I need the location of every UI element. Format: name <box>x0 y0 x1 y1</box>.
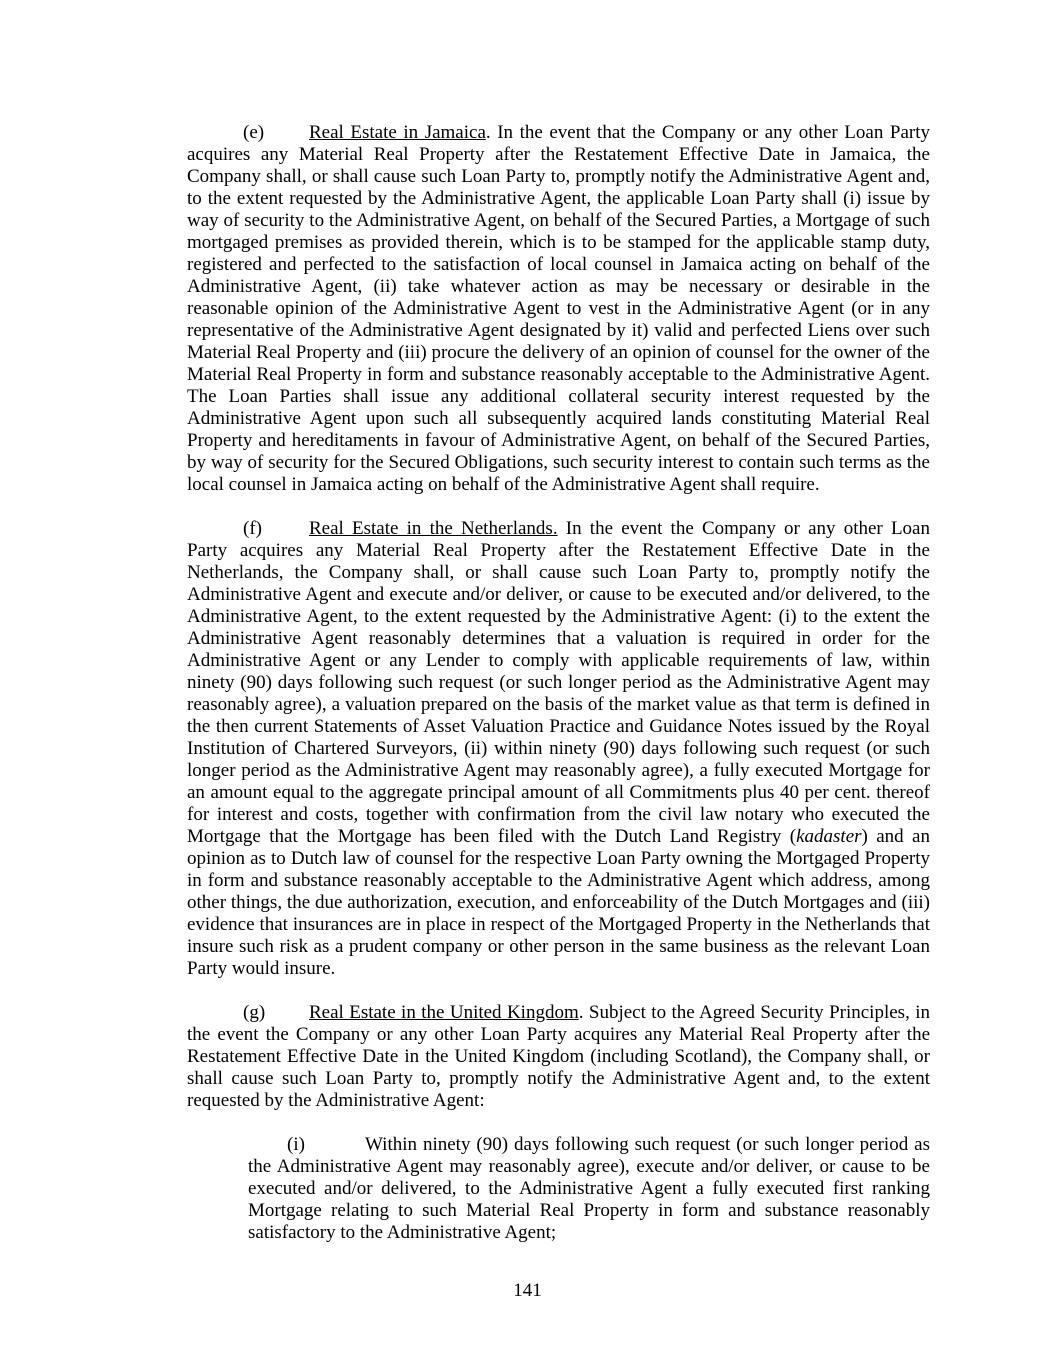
page-number: 141 <box>513 1280 542 1301</box>
paragraph-f-body-part1: In the event the Company or any other Loan Party acquires any Material Real Property after the Restatement Effective Date in the Netherlands, the Company shall, or shall cause such Loan Party to, promptly notify the Administrative Agent and execute and/or deliver, or cause to be executed and/or delivered, to the Administrative Agent, to the extent requested by the Administrative Agent: (i) to the extent the Administrative Agent reasonably determines that a valuation is required in order for the Administrative Agent or any Lender to comply with applicable requirements of law, within ninety (90) days following such request (or such longer period as the Administrative Agent may reasonably agree), a valuation prepared on the basis of the market value as that term is defined in the then current Statements of Asset Valuation Practice and Guidance Notes issued by the Royal Institution of Chartered Surveyors, (ii) within ninety (90) days following such request (or such longer period as the Administrative Agent may reasonably agree), a fully executed Mortgage for an amount equal to the aggregate principal amount of all Commitments plus 40 per cent. thereof for interest and costs, together with confirmation from the civil law notary who executed the Mortgage that the Mortgage has been filed with the Dutch Land Registry ( <box>187 518 930 847</box>
subparagraph-i-body: Within ninety (90) days following such request (or such longer period as the Administrative Agent may reasonably agree), execute and/or deliver, or cause to be executed and/or delivered, to the Administrative Agent a fully executed first ranking Mortgage relating to such Material Real Property in form and substance reasonably satisfactory to the Administrative Agent; <box>248 1134 930 1243</box>
paragraph-f <box>187 518 930 980</box>
paragraph-e <box>187 122 930 496</box>
paragraph-e-label: (e) <box>243 122 265 143</box>
paragraph-g-body: . Subject to the Agreed Security Principles, in the event the Company or any other Loan Party acquires any Material Real Property after the Restatement Effective Date in the United Kingdom (including Scotland), the Company shall, or shall cause such Loan Party to, promptly notify the Administrative Agent and, to the extent requested by the Administrative Agent: <box>187 1002 931 1111</box>
paragraph-f-label: (f) <box>243 518 262 539</box>
paragraph-g <box>187 1002 930 1112</box>
subparagraph-i <box>248 1134 930 1244</box>
paragraph-f-body-part2: ) and an opinion as to Dutch law of counsel for the respective Loan Party owning the Mortgaged Property in form and substance reasonably acceptable to the Administrative Agent which address, among other things, the due authorization, execution, and enforceability of the Dutch Mortgages and (iii) evidence that insurances are in place in respect of the Mortgaged Property in the Netherlands that insure such risk as a prudent company or other person in the same business as the relevant Loan Party would insure. <box>187 826 930 979</box>
paragraph-f-heading: Real Estate in the Netherlands. <box>309 518 558 539</box>
paragraph-g-heading: Real Estate in the United Kingdom <box>309 1002 579 1023</box>
paragraph-g-label: (g) <box>243 1002 266 1023</box>
paragraph-e-body: . In the event that the Company or any other Loan Party acquires any Material Real Property after the Restatement Effective Date in Jamaica, the Company shall, or shall cause such Loan Party to, promptly notify the Administrative Agent and, to the extent requested by the Administrative Agent, the applicable Loan Party shall (i) issue by way of security to the Administrative Agent, on behalf of the Secured Parties, a Mortgage of such mortgaged premises as provided therein, which is to be stamped for the applicable stamp duty, registered and perfected to the satisfaction of local counsel in Jamaica acting on behalf of the Administrative Agent, (ii) take whatever action as may be necessary or desirable in the reasonable opinion of the Administrative Agent to vest in the Administrative Agent (or in any representative of the Administrative Agent designated by it) valid and perfected Liens over such Material Real Property and (iii) procure the delivery of an opinion of counsel for the owner of the Material Real Property in form and substance reasonably acceptable to the Administrative Agent. The Loan Parties shall issue any additional collateral security interest requested by the Administrative Agent upon such all subsequently acquired lands constituting Material Real Property and hereditaments in favour of Administrative Agent, on behalf of the Secured Parties, by way of security for the Secured Obligations, such security interest to contain such terms as the local counsel in Jamaica acting on behalf of the Administrative Agent shall require. <box>187 122 930 495</box>
document-content <box>187 122 930 1244</box>
paragraph-e-heading: Real Estate in Jamaica <box>309 122 486 143</box>
subparagraph-i-label: (i) <box>287 1134 305 1155</box>
paragraph-f-italic-term: kadaster <box>796 826 862 847</box>
